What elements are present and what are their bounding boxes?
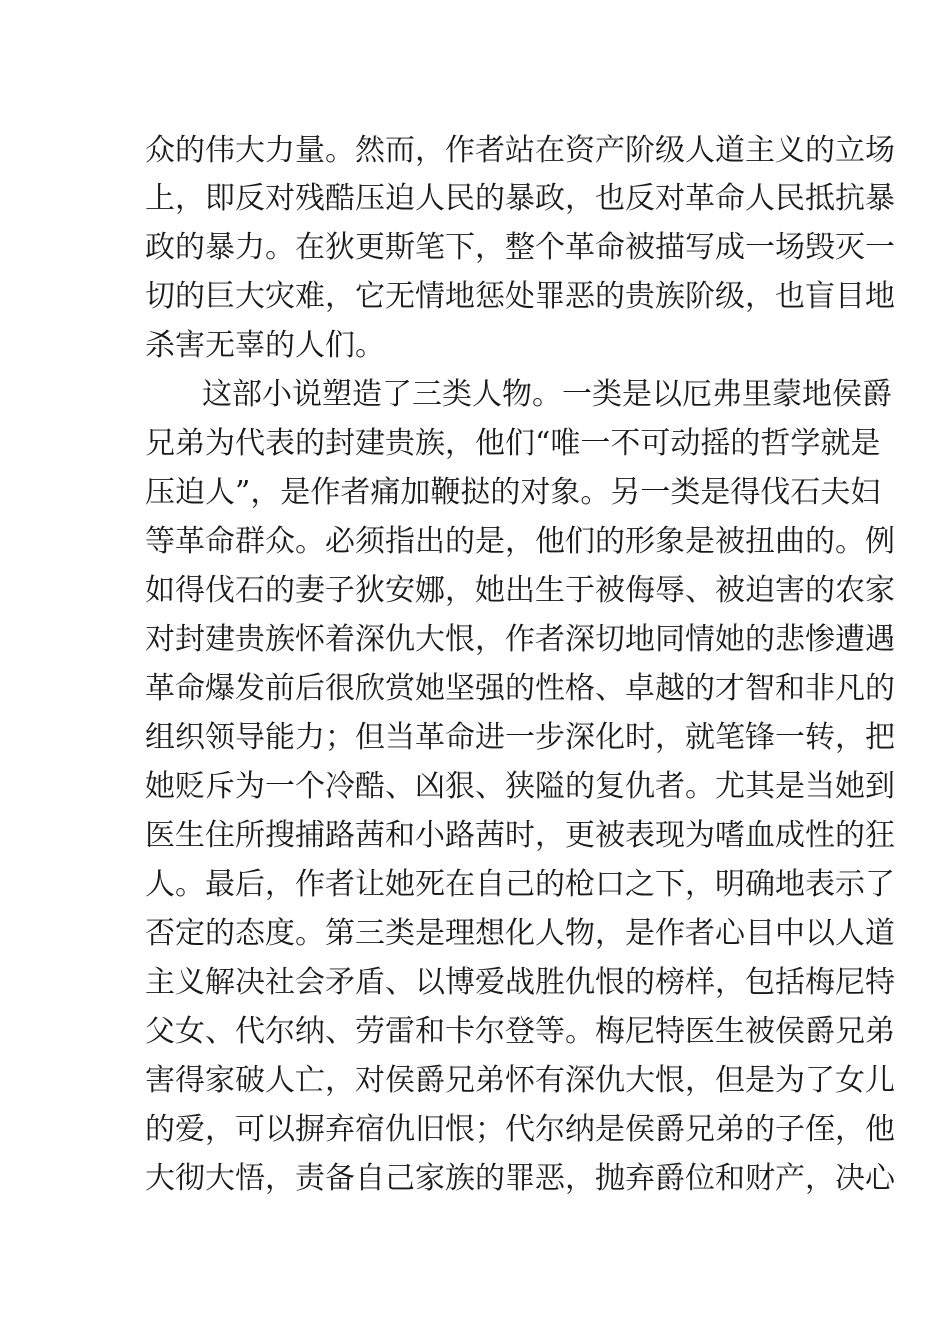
paragraph-first-line: 这部小说塑造了三类人物。一类是以厄弗里蒙地侯爵	[202, 377, 892, 412]
text-line: 革命爆发前后很欣赏她坚强的性格、卓越的才智和非凡的	[145, 671, 895, 706]
text-line: 人。最后，作者让她死在自己的枪口之下，明确地表示了	[145, 867, 895, 902]
text-line: 如得伐石的妻子狄安娜，她出生于被侮辱、被迫害的农家	[145, 573, 895, 608]
text-line: 的爱，可以摒弃宿仇旧恨；代尔纳是侯爵兄弟的子侄，他	[145, 1112, 895, 1147]
text-line: 切的巨大灾难，它无情地惩处罪恶的贵族阶级，也盲目地	[145, 279, 895, 314]
text-line: 对封建贵族怀着深仇大恨，作者深切地同情她的悲惨遭遇	[145, 622, 895, 657]
text-line: 否定的态度。第三类是理想化人物，是作者心目中以人道	[145, 916, 895, 951]
text-line: 大彻大悟，责备自己家族的罪恶，抛弃爵位和财产，决心	[145, 1161, 895, 1196]
text-line: 她贬斥为一个冷酷、凶狠、狭隘的复仇者。尤其是当她到	[145, 769, 895, 804]
text-line: 父女、代尔纳、劳雷和卡尔登等。梅尼特医生被侯爵兄弟	[145, 1014, 895, 1049]
text-line: 杀害无辜的人们。	[145, 328, 385, 363]
text-line: 众的伟大力量。然而，作者站在资产阶级人道主义的立场	[145, 133, 895, 168]
text-line: 上，即反对残酷压迫人民的暴政，也反对革命人民抵抗暴	[145, 181, 895, 216]
text-line: 医生住所搜捕路茜和小路茜时，更被表现为嗜血成性的狂	[145, 818, 895, 853]
text-line: 兄弟为代表的封建贵族，他们“唯一不可动摇的哲学就是	[145, 426, 881, 461]
text-line: 害得家破人亡，对侯爵兄弟怀有深仇大恨，但是为了女儿	[145, 1063, 895, 1098]
text-line: 等革命群众。必须指出的是，他们的形象是被扭曲的。例	[145, 524, 895, 559]
text-line: 压迫人”，是作者痛加鞭挞的对象。另一类是得伐石夫妇	[145, 475, 881, 510]
text-line: 主义解决社会矛盾、以博爱战胜仇恨的榜样，包括梅尼特	[145, 965, 895, 1000]
text-line: 政的暴力。在狄更斯笔下，整个革命被描写成一场毁灭一	[145, 230, 895, 265]
text-line: 组织领导能力；但当革命进一步深化时，就笔锋一转，把	[145, 720, 895, 755]
